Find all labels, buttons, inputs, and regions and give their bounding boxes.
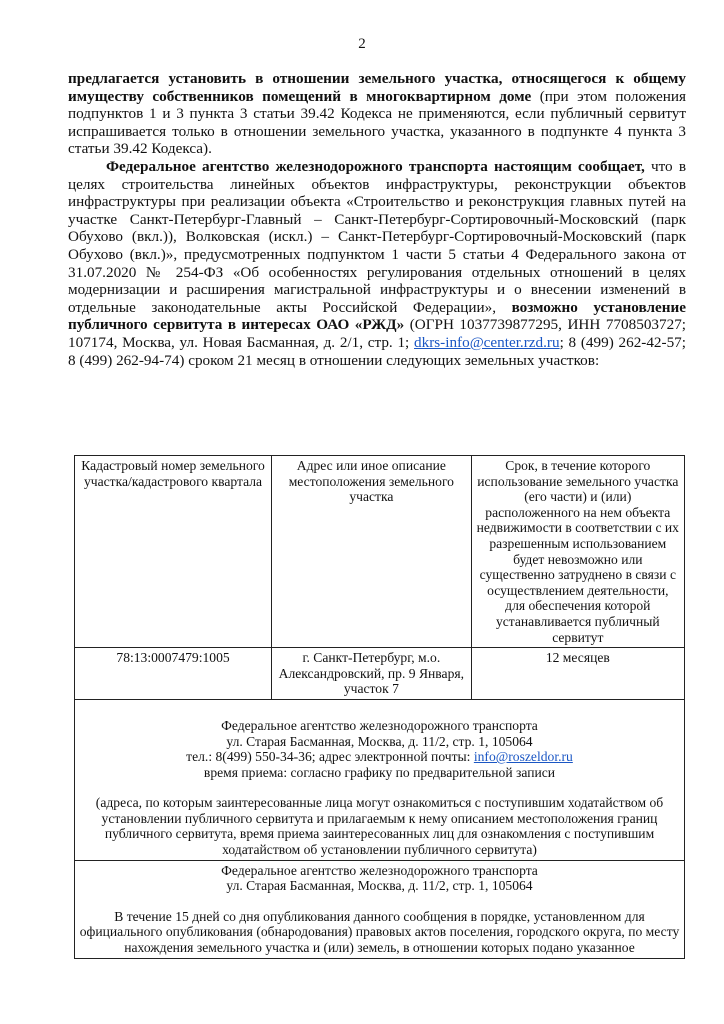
paragraph-2-text-2: (ОГРН 1037739877295, ИНН 7708503727; 107174, Москва, ул. Новая Басманная, д. 2/1, стр. 1; xyxy=(68,316,687,351)
contacts-phone: тел.: 8(499) 550-34-36; адрес электронной почты: xyxy=(186,749,474,765)
publication-row xyxy=(75,860,685,958)
publication-text: В течение 15 дней со дня опубликования данного сообщения в порядке, установленном для официального опубликования (обнародования) правовых актов поселения, городского округа, по месту нахождения земельного участка и (или) земель, в отношении которых подано указанное xyxy=(79,908,680,956)
spacer xyxy=(79,780,680,795)
header-cadastral: Кадастровый номер земельного участка/кадастрового квартала xyxy=(75,456,272,648)
contacts-agency: Федеральное агентство железнодорожного транспорта xyxy=(221,717,538,733)
contacts-note: (адреса, по которым заинтересованные лица могут ознакомиться с поступившим ходатайством об установлении публичного сервитута и прилагаемым к нему описанием местоположения границ публичного сервитута, время приема заинтересованных лиц для ознакомления с поступившим ходатайством об установлении публичного сервитута) xyxy=(95,795,664,858)
easement-table xyxy=(74,455,685,959)
paragraph-2-bold-mid: возможно установление публичного сервитута в интересах ОАО «РЖД» xyxy=(68,298,686,334)
paragraph-1-bold: предлагается установить в отношении земельного участка, относящегося к общему имуществу собственников помещений в многоквартирном доме xyxy=(68,70,686,105)
rzd-email-link[interactable]: dkrs-info@center.rzd.ru xyxy=(414,333,560,351)
cell-address: г. Санкт-Петербург, м.о. Александровский, пр. 9 Января, участок 7 xyxy=(272,648,472,700)
paragraph-2-text-3: ; 8 (499) 262-42-57; 8 (499) 262-94-74) сроком 21 месяц в отношении следующих земельных участков: xyxy=(68,333,686,369)
publication-agency: Федеральное агентство железнодорожного транспорта xyxy=(221,862,538,878)
contacts-row xyxy=(75,699,685,860)
page-number: 2 xyxy=(358,36,366,52)
header-term: Срок, в течение которого использование земельного участка (его части) и (или) расположенного на нем объекта недвижимости в соответствии с их разрешенным использованием будет невозможно или существенно затруднено в связи с осуществлением деятельности, для обеспечения которой устанавливается публичный сервитут xyxy=(471,456,684,648)
paragraph-1 xyxy=(68,70,686,158)
contacts-phone-email xyxy=(79,749,680,765)
main-text xyxy=(68,70,686,369)
cell-cadastral: 78:13:0007479:1005 xyxy=(75,648,272,700)
spacer xyxy=(79,894,680,909)
paragraph-2 xyxy=(68,158,686,369)
roszeldor-email-link[interactable]: info@roszeldor.ru xyxy=(473,749,573,765)
table-header-row xyxy=(75,456,685,648)
table-row xyxy=(75,648,685,700)
publication-address: ул. Старая Басманная, Москва, д. 11/2, стр. 1, 105064 xyxy=(226,878,533,894)
publication-block xyxy=(75,860,685,958)
paragraph-1-text: (при этом положения подпунктов 1 и 3 пункта 3 статьи 39.42 Кодекса не применяются, если публичный сервитут испрашивается только в отношении земельного участка, указанного в подпункте 4 пункта 3 статьи 39.42 Кодекса). xyxy=(68,87,686,158)
cell-term: 12 месяцев xyxy=(471,648,684,700)
paragraph-2-text-1: что в целях строительства линейных объектов инфраструктуры, реконструкции объектов инфраструктуры при реализации объекта «Строительство и реконструкция главных путей на участке Санкт-Петербург-Главный – Санкт-Петербург-Сортировочный-Московский (парк Обухово (вкл.)), Волковская (искл.) – Санкт-Петербург-Сортировочный-Московский (парк Обухово (вкл.)», предусмотренных подпунктом 1 части 5 статьи 4 Федерального закона от 31.07.2020 № 254-ФЗ «Об особенностях регулирования отдельных отношений в целях модернизации и расширения магистральной инфраструктуры и о внесении изменений в отдельные законодательные акты Российской Федерации», xyxy=(68,157,686,316)
contacts-address: ул. Старая Басманная, Москва, д. 11/2, стр. 1, 105064 xyxy=(226,733,533,749)
header-address: Адрес или иное описание местоположения земельного участка xyxy=(272,456,472,648)
contacts-hours: время приема: согласно графику по предварительной записи xyxy=(203,764,556,780)
paragraph-2-bold-start: Федеральное агентство железнодорожного транспорта настоящим сообщает, xyxy=(106,157,645,175)
contacts-block xyxy=(75,699,685,860)
